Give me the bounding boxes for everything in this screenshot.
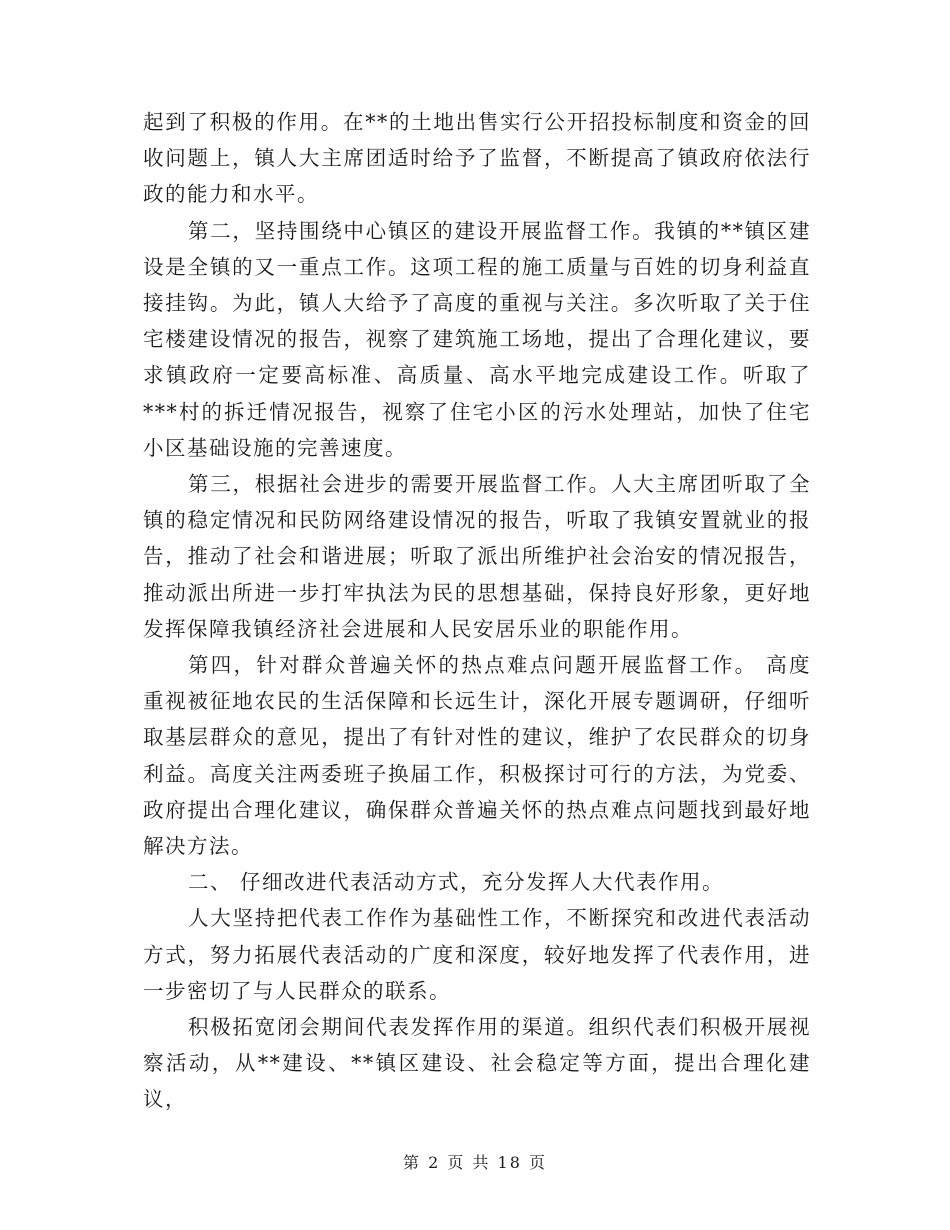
paragraph-6: 积极拓宽闭会期间代表发挥作用的渠道。组织代表们积极开展视察活动，从**建设、**镇区建设、社会稳定等方面，提出合理化建议，	[143, 1015, 811, 1112]
paragraph-3: 第三，根据社会进步的需要开展监督工作。人大主席团听取了全镇的稳定情况和民防网络建设情况的报告，听取了我镇安置就业的报告，推动了社会和谐进展；听取了派出所维护社会治安的情况报告，推动派出所进一步打牢执法为民的思想基础，保持良好形象，更好地发挥保障我镇经济社会进展和人民安居乐业的职能作用。	[143, 472, 811, 641]
paragraph-4: 第四，针对群众普遍关怀的热点难点问题开展监督工作。 高度重视被征地农民的生活保障和长远生计，深化开展专题调研，仔细听取基层群众的意见，提出了有针对性的建议，维护了农民群众的切身利益。高度关注两委班子换届工作，积极探讨可行的方法，为党委、政府提出合理化建议，确保群众普遍关怀的热点难点问题找到最好地解决方法。	[143, 653, 811, 859]
paragraph-5: 人大坚持把代表工作作为基础性工作，不断探究和改进代表活动方式，努力拓展代表活动的广度和深度，较好地发挥了代表作用，进一步密切了与人民群众的联系。	[143, 906, 811, 1003]
section-heading: 二、 仔细改进代表活动方式，充分发挥人大代表作用。	[188, 870, 725, 895]
paragraph-2: 第二，坚持围绕中心镇区的建设开展监督工作。我镇的**镇区建设是全镇的又一重点工作。这项工程的施工质量与百姓的切身利益直接挂钩。为此，镇人大给予了高度的重视与关注。多次听取了关于住宅楼建设情况的报告，视察了建筑施工场地，提出了合理化建议，要求镇政府一定要高标准、高质量、高水平地完成建设工作。听取了***村的拆迁情况报告，视察了住宅小区的污水处理站，加快了住宅小区基础设施的完善速度。	[143, 218, 811, 460]
document-body	[143, 104, 811, 1118]
page-number-footer: 第 2 页 共 18 页	[403, 1153, 547, 1172]
paragraph-1: 起到了积极的作用。在**的土地出售实行公开招投标制度和资金的回收问题上，镇人大主席团适时给予了监督，不断提高了镇政府依法行政的能力和水平。	[143, 110, 811, 207]
